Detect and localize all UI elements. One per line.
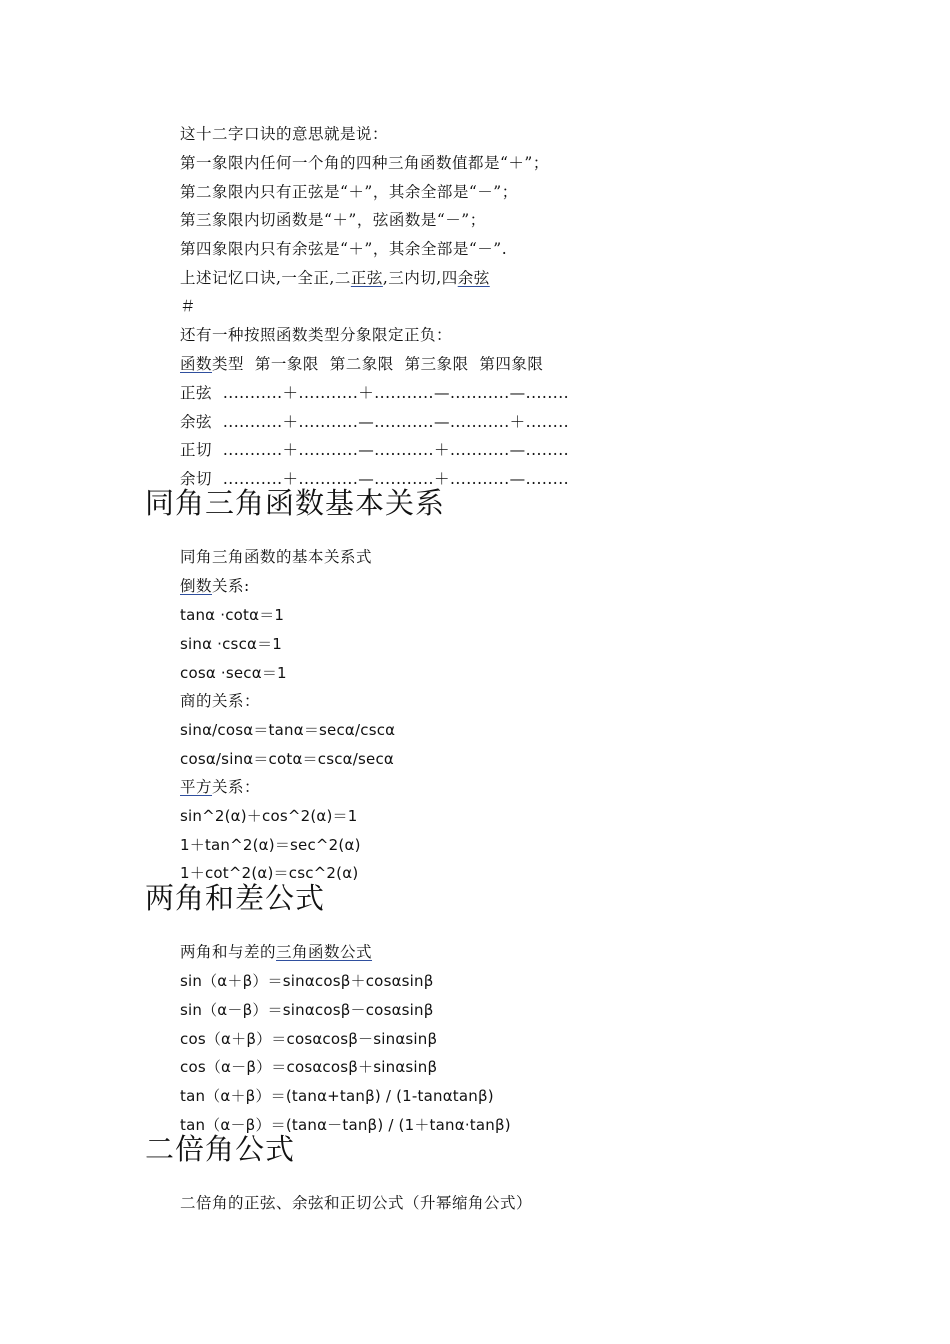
square-label — [180, 777, 260, 797]
formula-quotient-1: sinα/cosα＝tanα＝secα/cscα — [180, 721, 396, 739]
section-heading-double-angle: 二倍角公式 — [145, 1132, 296, 1166]
formula-cos-difference: cos（α－β）＝cosαcosβ＋sinαsinβ — [180, 1058, 438, 1076]
sign-table-row-sin: 正弦 ...........＋...........＋...........—...........—........ — [180, 384, 570, 402]
formula-tan-sum: tan（α＋β）＝(tanα+tanβ) / (1-tanαtanβ) — [180, 1087, 494, 1105]
section-heading-same-angle: 同角三角函数基本关系 — [145, 486, 446, 520]
formula-pythagorean-3: 1＋cot^2(α)＝csc^2(α) — [180, 864, 359, 882]
formula-cos-sec: cosα ·secα＝1 — [180, 664, 287, 682]
section-heading-sum-difference: 两角和差公式 — [145, 881, 326, 915]
same-angle-intro: 同角三角函数的基本关系式 — [180, 548, 373, 566]
formula-tan-cot: tanα ·cotα＝1 — [180, 606, 285, 624]
formula-pythagorean-2: 1＋tan^2(α)＝sec^2(α) — [180, 836, 361, 854]
hash-mark: ＃ — [180, 297, 197, 315]
reciprocal-label — [180, 576, 250, 596]
square-label-text: 关系： — [212, 778, 261, 796]
reciprocal-label-text: 关系: — [212, 577, 250, 595]
formula-cos-sum: cos（α＋β）＝cosαcosβ－sinαsinβ — [180, 1030, 438, 1048]
formula-quotient-2: cosα/sinα＝cotα＝cscα/secα — [180, 750, 394, 768]
quadrant-1-rule: 第一象限内任何一个角的四种三角函数值都是“＋”； — [180, 154, 549, 172]
square-link[interactable]: 平方 — [180, 778, 213, 796]
sign-table-row-cos: 余弦 ...........＋...........—...........—...........＋........ — [180, 413, 570, 431]
table-header-text: 类型 第一象限 第二象限 第三象限 第四象限 — [212, 355, 544, 373]
sine-link[interactable]: 正弦 — [350, 269, 383, 287]
quadrant-2-rule: 第二象限内只有正弦是“＋”，其余全部是“－”； — [180, 183, 518, 201]
quadrant-4-rule: 第四象限内只有余弦是“＋”，其余全部是“－”. — [180, 240, 508, 258]
formula-tan-difference: tan（α－β）＝(tanα－tanβ) / (1＋tanα·tanβ) — [180, 1116, 511, 1134]
mnemonic-text: 上述记忆口诀,一全正,二 — [180, 269, 351, 287]
formula-sin-sum: sin（α＋β）＝sinαcosβ＋cosαsinβ — [180, 972, 434, 990]
sum-difference-intro — [180, 942, 372, 962]
sum-difference-intro-text: 两角和与差的 — [180, 943, 277, 961]
function-link[interactable]: 函数 — [180, 355, 213, 373]
trig-formula-link[interactable]: 三角函数公式 — [276, 943, 373, 961]
mnemonic-text: ,三内切,四 — [382, 269, 458, 287]
formula-sin-difference: sin（α－β）＝sinαcosβ－cosαsinβ — [180, 1001, 434, 1019]
alt-rule-intro: 还有一种按照函数类型分象限定正负： — [180, 326, 453, 344]
mnemonic-line — [180, 268, 490, 288]
sign-table-header — [180, 354, 543, 374]
formula-sin-csc: sinα ·cscα＝1 — [180, 635, 283, 653]
sign-rules-intro: 这十二字口诀的意思就是说： — [180, 125, 389, 143]
sign-table-row-cot: 余切 ...........＋...........—...........＋...........—........ — [180, 470, 570, 488]
sign-table-row-tan: 正切 ...........＋...........—...........＋...........—........ — [180, 441, 570, 459]
double-angle-intro: 二倍角的正弦、余弦和正切公式（升幂缩角公式） — [180, 1194, 533, 1212]
quotient-label: 商的关系： — [180, 692, 261, 710]
formula-pythagorean-1: sin^2(α)＋cos^2(α)＝1 — [180, 807, 358, 825]
cosine-link[interactable]: 余弦 — [457, 269, 490, 287]
quadrant-3-rule: 第三象限内切函数是“＋”，弦函数是“－”； — [180, 211, 486, 229]
reciprocal-link[interactable]: 倒数 — [180, 577, 213, 595]
